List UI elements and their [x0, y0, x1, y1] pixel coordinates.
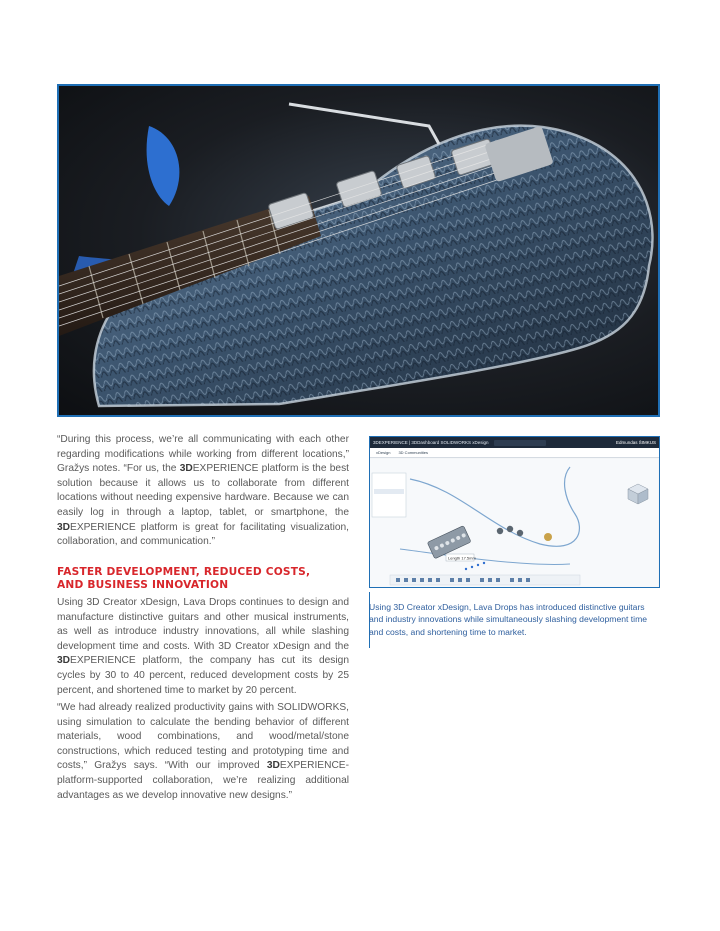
blue-horn	[147, 126, 180, 206]
screenshot-tabs	[370, 448, 659, 458]
length-label: Length 17.5mm	[448, 555, 476, 561]
heading-line-1: FASTER DEVELOPMENT, REDUCED COSTS,	[57, 566, 311, 578]
guitar-illustration	[59, 86, 658, 415]
screenshot-tab-communities: 3D Communities	[398, 450, 429, 455]
screenshot-user-name: Edmundas ŠIMKUS	[615, 440, 656, 445]
screenshot-titlebar	[370, 437, 659, 448]
section-heading	[57, 566, 349, 592]
tremolo-arm	[289, 104, 439, 144]
screenshot-search-box	[494, 440, 546, 446]
body-paragraph-2: Using 3D Creator xDesign, Lava Drops continues to design and manufacture distinctive guitars and other musical instruments, as well as introduce industry innovations, all while slashing development time and costs. With 3D Creator xDesign and the 3DEXPERIENCE platform, the company has cut its design cycles by 30 to 40 percent, reduced development costs by 25 percent, and shortened time to market by 20 percent.	[57, 597, 349, 696]
screenshot-3d-canvas	[370, 459, 659, 587]
heading-line-2: AND BUSINESS INNOVATION	[57, 579, 229, 591]
screenshot-tab-xdesign: xDesign	[376, 450, 391, 455]
body-paragraph-3: “We had already realized productivity gains with SOLIDWORKS, using simulation to calculate the bending behavior of different materials, wood combinations, and wood/metal/stone constructions, which reduced testing and prototyping time and costs,” Gražys says. “With our improved 3DEXPERIENCE-platform-supported collaboration, we’re realizing additional advantages as we develop innovative new designs.”	[57, 702, 349, 801]
screenshot-caption: Using 3D Creator xDesign, Lava Drops has introduced distinctive guitars and industry innovations while simultaneously slashing development time and costs, and shortening time to market.	[369, 602, 648, 637]
hero-guitar-photo	[57, 84, 660, 417]
screenshot-title: 3DEXPERIENCE | 3DDashboard SOLIDWORKS xDesign	[373, 440, 489, 445]
xdesign-screenshot	[369, 436, 660, 588]
body-paragraph-1: “During this process, we’re all communicating with each other regarding modifications while working from different locations,” Gražys notes. “For us, the 3DEXPERIENCE platform is the best solution because it allows us to collaborate from different locations without needing expensive hardware. Because we can easily log in through a laptop, tablet, or smartphone, the 3DEXPERIENCE platform is great for facilitating visualization, collaboration, and communication.”	[57, 434, 349, 548]
